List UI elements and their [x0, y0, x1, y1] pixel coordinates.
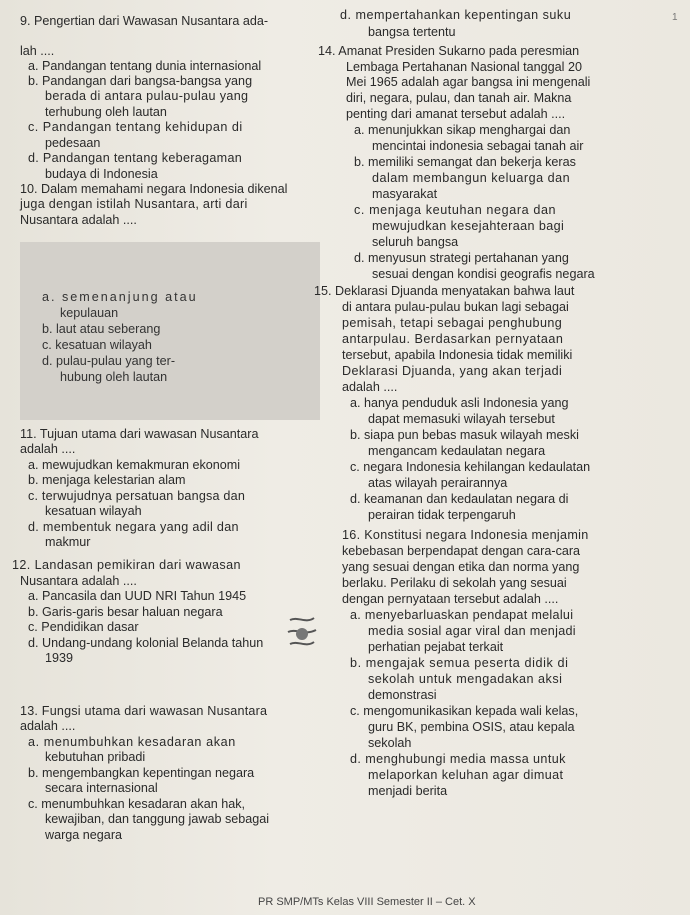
q10-options-box: [20, 242, 320, 420]
q14-option-c: c. menjaga keutuhan negara dan: [354, 203, 557, 217]
q12-option-b: b. Garis-garis besar haluan negara: [28, 605, 223, 619]
q14-option-b: b. memiliki semangat dan bekerja keras: [354, 155, 576, 169]
q9-option-c: c. Pandangan tentang kehidupan di: [28, 120, 243, 134]
q16-option-b: b. mengajak semua peserta didik di: [350, 656, 569, 670]
q15-option-c: c. negara Indonesia kehilangan kedaulatan: [350, 460, 591, 474]
q16-option-d-cont-1: melaporkan keluhan agar dimuat: [368, 768, 564, 782]
q15-line-1: 15. Deklarasi Djuanda menyatakan bahwa laut: [314, 284, 575, 298]
q15-option-a-cont: dapat memasuki wilayah tersebut: [368, 412, 555, 426]
q14-line-4: diri, negara, pulau, dan tanah air. Makna: [346, 91, 572, 105]
q15-line-5: tersebut, apabila Indonesia tidak memiliki: [342, 348, 573, 362]
q15-option-d: d. keamanan dan kedaulatan negara di: [350, 492, 569, 506]
q10-line-2: juga dengan istilah Nusantara, arti dari: [20, 197, 248, 211]
q16-line-5: dengan pernyataan tersebut adalah ....: [342, 592, 559, 606]
q14-line-3: Mei 1965 adalah agar bangsa ini mengenali: [346, 75, 591, 89]
q11-option-b: b. menjaga kelestarian alam: [28, 473, 186, 487]
q13-option-b: b. mengembangkan kepentingan negara: [28, 766, 255, 780]
q12-option-c: c. Pendidikan dasar: [28, 620, 139, 634]
q16-option-d: d. menghubungi media massa untuk: [350, 752, 566, 766]
q15-line-7: adalah ....: [342, 380, 398, 394]
q13-option-c-cont-2: warga negara: [45, 828, 123, 842]
q16-line-4: berlaku. Perilaku di sekolah yang sesuai: [342, 576, 567, 590]
q9-option-b: b. Pandangan dari bangsa-bangsa yang: [28, 74, 253, 88]
q14-option-b-cont-1: dalam membangun keluarga dan: [372, 171, 571, 185]
q11-option-d: d. membentuk negara yang adil dan: [28, 520, 239, 534]
q16-line-1: 16. Konstitusi negara Indonesia menjamin: [342, 528, 589, 542]
q14-line-2: Lembaga Pertahanan Nasional tanggal 20: [346, 60, 582, 74]
q10-line-1: 10. Dalam memahami negara Indonesia dikenal: [20, 182, 288, 196]
q15-option-b-cont: mengancam kedaulatan negara: [368, 444, 546, 458]
q9-line-2: lah ....: [20, 44, 55, 58]
q10-option-d-cont: hubung oleh lautan: [60, 370, 168, 384]
corner-mark: 1: [672, 12, 678, 23]
q9-option-d-cont: bangsa tertentu: [368, 25, 456, 39]
q9-option-a: a. Pandangan tentang dunia internasional: [28, 59, 262, 73]
q12-option-d-cont: 1939: [45, 651, 74, 665]
q9-option-d-cont: budaya di Indonesia: [45, 167, 158, 181]
q9-option-d: d. Pandangan tentang keberagaman: [28, 151, 243, 165]
q15-option-b: b. siapa pun bebas masuk wilayah meski: [350, 428, 579, 442]
q14-option-d-cont: sesuai dengan kondisi geografis negara: [372, 267, 595, 281]
q11-line-2: adalah ....: [20, 442, 76, 456]
q11-option-c: c. terwujudnya persatuan bangsa dan: [28, 489, 246, 503]
q14-option-c-cont-2: seluruh bangsa: [372, 235, 459, 249]
q13-line-1: 13. Fungsi utama dari wawasan Nusantara: [20, 704, 268, 718]
q10-option-a: a. semenanjung atau: [42, 290, 198, 304]
q9-option-b-cont-1: berada di antara pulau-pulau yang: [45, 89, 249, 103]
q16-option-d-cont-2: menjadi berita: [368, 784, 448, 798]
q14-option-a: a. menunjukkan sikap menghargai dan: [354, 123, 571, 137]
q12-option-d: d. Undang-undang kolonial Belanda tahun: [28, 636, 264, 650]
q16-option-c-cont-2: sekolah: [368, 736, 412, 750]
q10-line-3: Nusantara adalah ....: [20, 213, 137, 227]
q16-line-2: kebebasan berpendapat dengan cara-cara: [342, 544, 581, 558]
q9-option-d: d. mempertahankan kepentingan suku: [340, 8, 572, 22]
q9-option-c-cont: pedesaan: [45, 136, 101, 150]
q16-option-b-cont-2: demonstrasi: [368, 688, 437, 702]
q13-option-b-cont: secara internasional: [45, 781, 158, 795]
q11-option-a: a. mewujudkan kemakmuran ekonomi: [28, 458, 241, 472]
q15-option-c-cont: atas wilayah perairannya: [368, 476, 508, 490]
q15-option-d-cont: perairan tidak terpengaruh: [368, 508, 516, 522]
q11-line-1: 11. Tujuan utama dari wawasan Nusantara: [20, 427, 259, 441]
q11-option-c-cont: kesatuan wilayah: [45, 504, 142, 518]
q12-option-a: a. Pancasila dan UUD NRI Tahun 1945: [28, 589, 247, 603]
q14-option-d: d. menyusun strategi pertahanan yang: [354, 251, 569, 265]
q14-option-a-cont: mencintai indonesia sebagai tanah air: [372, 139, 584, 153]
q14-option-b-cont-2: masyarakat: [372, 187, 438, 201]
q13-option-c-cont-1: kewajiban, dan tanggung jawab sebagai: [45, 812, 270, 826]
page-footer: PR SMP/MTs Kelas VIII Semester II – Cet. X: [258, 896, 476, 908]
q10-option-c: c. kesatuan wilayah: [42, 338, 152, 352]
decorative-sticker-icon: [284, 614, 320, 654]
q15-line-6: Deklarasi Djuanda, yang akan terjadi: [342, 364, 563, 378]
q13-option-c: c. menumbuhkan kesadaran akan hak,: [28, 797, 246, 811]
q12-line-1: 12. Landasan pemikiran dari wawasan: [12, 558, 241, 572]
q10-option-d: d. pulau-pulau yang ter-: [42, 354, 176, 368]
q10-option-b: b. laut atau seberang: [42, 322, 161, 336]
q14-option-c-cont-1: mewujudkan kesejahteraan bagi: [372, 219, 565, 233]
q9-option-b-cont-2: terhubung oleh lautan: [45, 105, 167, 119]
q15-line-2: di antara pulau-pulau bukan lagi sebagai: [342, 300, 569, 314]
q10-option-a-cont: kepulauan: [60, 306, 119, 320]
q16-option-a-cont-1: media sosial agar viral dan menjadi: [368, 624, 576, 638]
q13-option-a-cont: kebutuhan pribadi: [45, 750, 146, 764]
q16-option-c: c. mengomunikasikan kepada wali kelas,: [350, 704, 579, 718]
q16-option-b-cont-1: sekolah untuk mengadakan aksi: [368, 672, 563, 686]
q16-option-c-cont-1: guru BK, pembina OSIS, atau kepala: [368, 720, 575, 734]
q13-option-a: a. menumbuhkan kesadaran akan: [28, 735, 236, 749]
q16-option-a-cont-2: perhatian pejabat terkait: [368, 640, 504, 654]
q15-line-3: pemisah, tetapi sebagai penghubung: [342, 316, 563, 330]
q15-option-a: a. hanya penduduk asli Indonesia yang: [350, 396, 569, 410]
q14-line-5: penting dari amanat tersebut adalah ....: [346, 107, 566, 121]
q16-line-3: yang sesuai dengan etika dan norma yang: [342, 560, 580, 574]
q13-line-2: adalah ....: [20, 719, 76, 733]
q16-option-a: a. menyebarluaskan pendapat melalui: [350, 608, 574, 622]
q9-line-1: 9. Pengertian dari Wawasan Nusantara ada-: [20, 14, 269, 28]
q11-option-d-cont: makmur: [45, 535, 91, 549]
q12-line-2: Nusantara adalah ....: [20, 574, 137, 588]
q14-line-1: 14. Amanat Presiden Sukarno pada peresmian: [318, 44, 580, 58]
q15-line-4: antarpulau. Berdasarkan pernyataan: [342, 332, 564, 346]
